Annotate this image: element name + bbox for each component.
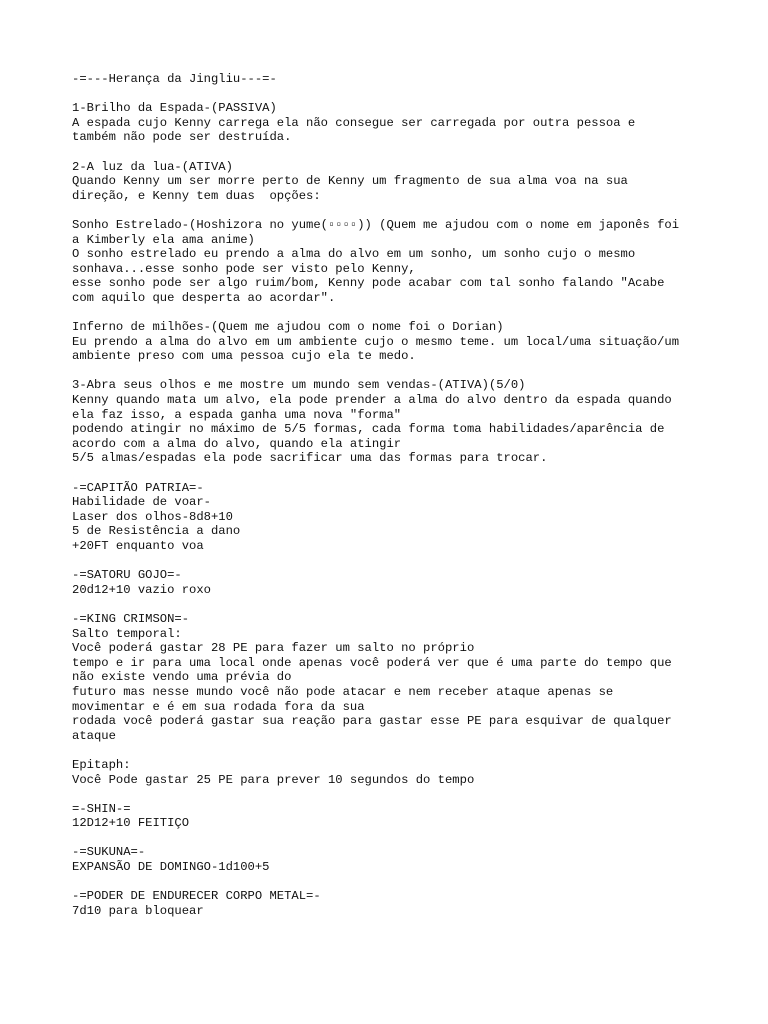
- text-line: =-SHIN-=: [72, 801, 131, 816]
- text-line: ataque: [72, 728, 116, 743]
- text-line: 3-Abra seus olhos e me mostre um mundo sem vendas-(ATIVA)(5/0): [72, 378, 526, 393]
- text-line: Sonho Estrelado-(Hoshizora no yume(▫▫▫▫)) (Quem me ajudou com o nome em japonês foi: [72, 217, 680, 232]
- text-line: esse sonho pode ser algo ruim/bom, Kenny pode acabar com tal sonho falando "Acabe: [72, 276, 665, 291]
- text-line: [72, 466, 712, 481]
- text-line: Salto temporal:: [72, 626, 182, 641]
- text-line: Você Pode gastar 25 PE para prever 10 segundos do tempo: [72, 772, 475, 787]
- text-line: -=CAPITÃO PATRIA=-: [72, 480, 204, 495]
- text-line: 20d12+10 vazio roxo: [72, 582, 211, 597]
- text-line: -=SATORU GOJO=-: [72, 568, 182, 583]
- text-line: [72, 145, 712, 160]
- text-line: [72, 87, 712, 102]
- text-line: com aquilo que desperta ao acordar".: [72, 290, 336, 305]
- text-line: sonhava...esse sonho pode ser visto pelo Kenny,: [72, 261, 416, 276]
- text-line: [72, 306, 712, 321]
- text-line: [72, 364, 712, 379]
- text-line: a Kimberly ela ama anime): [72, 232, 255, 247]
- text-line: não existe vendo uma prévia do: [72, 670, 292, 685]
- text-line: -=PODER DE ENDURECER CORPO METAL=-: [72, 889, 321, 904]
- text-line: Eu prendo a alma do alvo em um ambiente cujo o mesmo teme. um local/uma situação/um: [72, 334, 680, 349]
- text-line: [72, 597, 712, 612]
- text-line: futuro mas nesse mundo você não pode atacar e nem receber ataque apenas se: [72, 684, 614, 699]
- text-line: -=---Herança da Jingliu---=-: [72, 72, 277, 86]
- text-line: tempo e ir para uma local onde apenas você poderá ver que é uma parte do tempo que: [72, 655, 672, 670]
- text-line: podendo atingir no máximo de 5/5 formas, cada forma toma habilidades/aparência de: [72, 422, 665, 437]
- text-line: Laser dos olhos-8d8+10: [72, 509, 233, 524]
- text-line: [72, 875, 712, 890]
- text-line: 5 de Resistência a dano: [72, 524, 241, 539]
- text-line: 5/5 almas/espadas ela pode sacrificar uma das formas para trocar.: [72, 451, 548, 466]
- text-line: movimentar e é em sua rodada fora da sua: [72, 699, 365, 714]
- text-line: [72, 787, 712, 802]
- text-line: EXPANSÃO DE DOMINGO-1d100+5: [72, 860, 270, 875]
- text-line: [72, 203, 712, 218]
- text-line: Você poderá gastar 28 PE para fazer um salto no próprio: [72, 641, 475, 656]
- text-line: O sonho estrelado eu prendo a alma do alvo em um sonho, um sonho cujo o mesmo: [72, 247, 636, 262]
- text-line: ambiente preso com uma pessoa cujo ela te medo.: [72, 349, 416, 364]
- text-line: direção, e Kenny tem duas opções:: [72, 188, 321, 203]
- text-line: 1-Brilho da Espada-(PASSIVA): [72, 101, 277, 116]
- text-line: +20FT enquanto voa: [72, 539, 204, 553]
- text-line: 12D12+10 FEITIÇO: [72, 816, 190, 831]
- text-line: ela faz isso, a espada ganha uma nova "forma": [72, 407, 402, 422]
- text-line: -=SUKUNA=-: [72, 845, 146, 860]
- text-line: também não pode ser destruída.: [72, 130, 292, 145]
- text-line: Quando Kenny um ser morre perto de Kenny um fragmento de sua alma voa na sua: [72, 174, 628, 189]
- text-line: Kenny quando mata um alvo, ela pode prender a alma do alvo dentro da espada quando: [72, 393, 672, 408]
- text-line: A espada cujo Kenny carrega ela não consegue ser carregada por outra pessoa e: [72, 115, 636, 130]
- text-line: Epitaph:: [72, 757, 131, 772]
- text-line: acordo com a alma do alvo, quando ela atingir: [72, 436, 402, 451]
- text-line: 7d10 para bloquear: [72, 903, 204, 918]
- text-line: rodada você poderá gastar sua reação para gastar esse PE para esquivar de qualquer: [72, 714, 672, 729]
- document-page: [72, 72, 712, 918]
- text-line: Habilidade de voar-: [72, 495, 211, 510]
- text-line: -=KING CRIMSON=-: [72, 611, 190, 626]
- text-line: [72, 743, 712, 758]
- text-line: [72, 554, 712, 569]
- text-line: [72, 831, 712, 846]
- text-line: Inferno de milhões-(Quem me ajudou com o nome foi o Dorian): [72, 320, 504, 335]
- text-line: 2-A luz da lua-(ATIVA): [72, 159, 233, 174]
